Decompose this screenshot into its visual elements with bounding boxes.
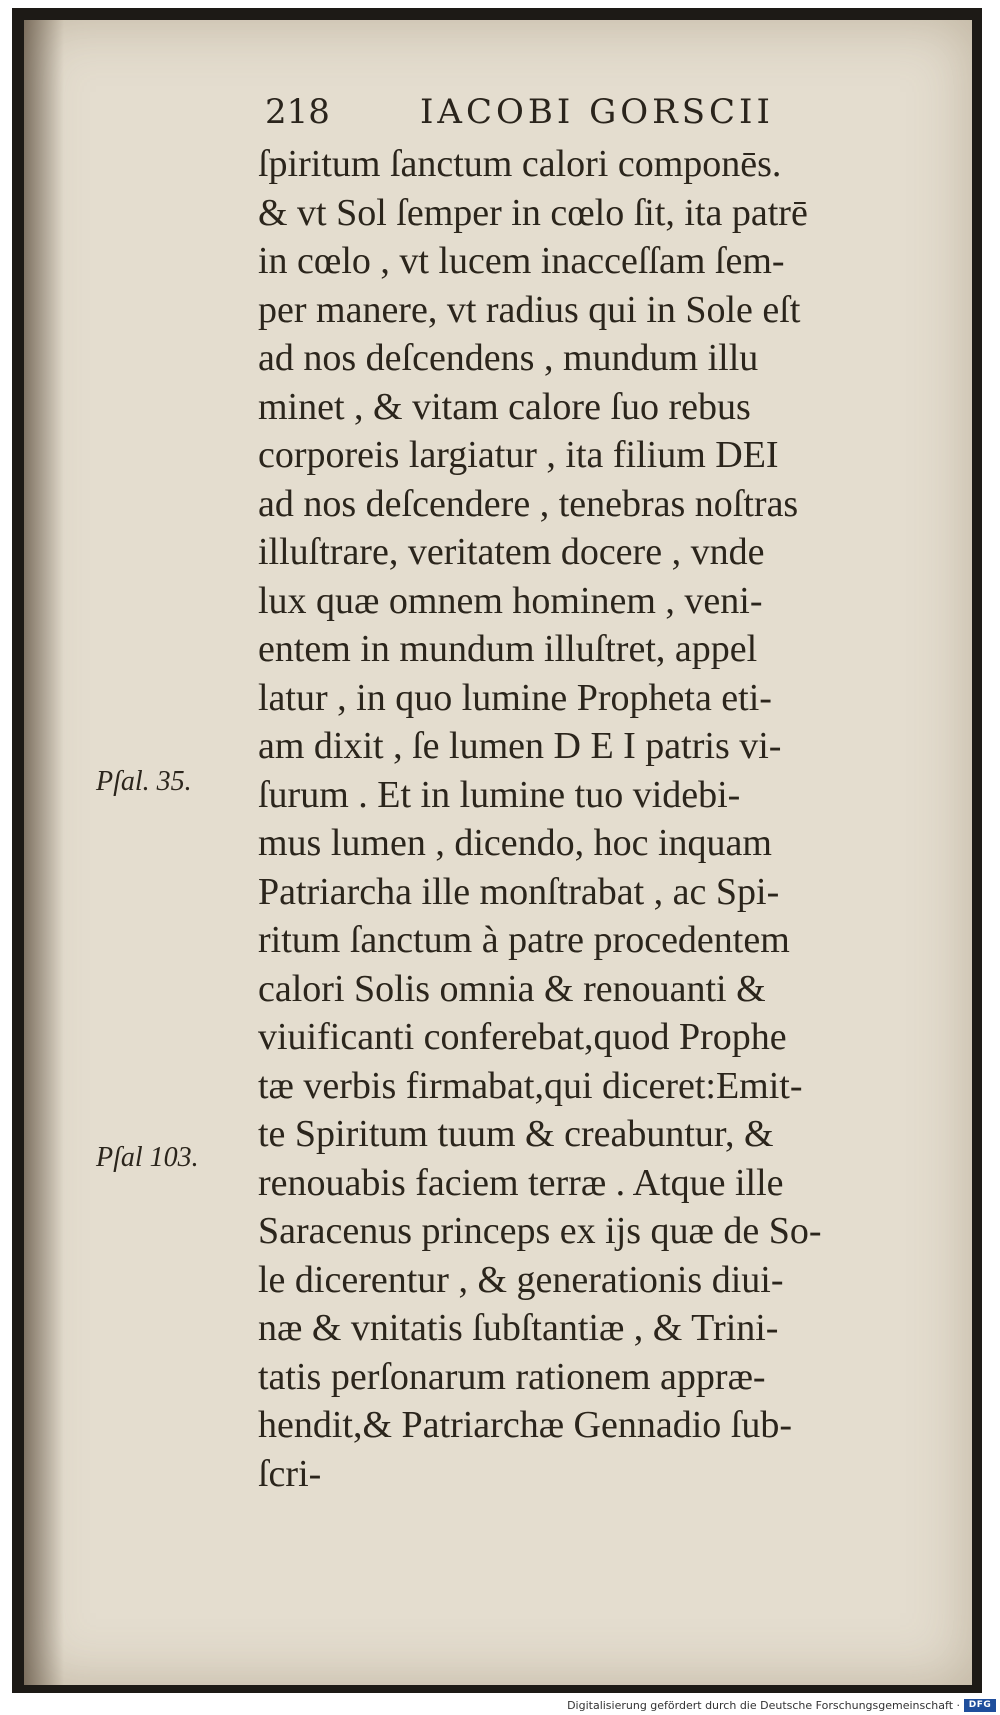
- text-line: næ & vnitatis ſubſtantiæ , & Trini-: [258, 1307, 779, 1349]
- text-line: corporeis largiatur , ita filium DEI: [258, 434, 779, 476]
- text-line: ſurum . Et in lumine tuo videbi-: [258, 773, 741, 816]
- text-line: ritum ſanctum à patre procedentem: [258, 919, 790, 961]
- text-line: ſpiritum ſanctum calori componēs.: [258, 143, 782, 185]
- text-line: hendit,& Patriarchæ Gennadio ſub-: [258, 1404, 792, 1446]
- spine-shadow: [24, 20, 64, 1685]
- body-text: [258, 140, 948, 1498]
- text-line: Patriarcha ille monſtrabat , ac Spi-: [258, 870, 780, 913]
- text-line: lux quæ omnem hominem , veni-: [258, 579, 763, 622]
- text-line: in cœlo , vt lucem inacceſſam ſem-: [258, 240, 785, 282]
- margin-note-psalm-103: Pſal 103.: [96, 1142, 199, 1173]
- text-line: Saracenus princeps ex ijs quæ de So-: [258, 1210, 822, 1252]
- dfg-logo-icon: DFG: [964, 1699, 996, 1712]
- text-line: viuificanti conferebat,quod Prophe: [258, 1016, 787, 1058]
- text-line: illuſtrare, veritatem docere , vnde: [258, 531, 765, 573]
- text-line: tatis perſonarum rationem appræ-: [258, 1355, 766, 1398]
- text-line: mus lumen , dicendo, hoc inquam: [258, 822, 772, 864]
- text-line: ad nos deſcendens , mundum illu: [258, 337, 759, 379]
- text-line: & vt Sol ſemper in cœlo ſit, ita patrē: [258, 191, 808, 234]
- digitization-credit: Digitalisierung gefördert durch die Deutsche Forschungsgemeinschaft ·: [567, 1699, 960, 1712]
- margin-note-psalm-35: Pſal. 35.: [96, 766, 192, 797]
- text-line: latur , in quo lumine Propheta eti-: [258, 676, 772, 719]
- text-line: ad nos deſcendere , tenebras noſtras: [258, 482, 799, 525]
- page-number: 218: [265, 92, 330, 132]
- text-line: am dixit , ſe lumen D E I patris vi-: [258, 725, 782, 767]
- text-line: per manere, vt radius qui in Sole eſt: [258, 288, 801, 331]
- page-header: [265, 88, 885, 136]
- text-line: entem in mundum illuſtret, appel: [258, 628, 758, 670]
- text-line: le dicerentur , & generationis diui-: [258, 1258, 784, 1301]
- text-line: ſcri-: [258, 1452, 322, 1495]
- text-line: calori Solis omnia & renouanti &: [258, 967, 766, 1010]
- text-line: minet , & vitam calore ſuo rebus: [258, 385, 751, 428]
- text-line: te Spiritum tuum & creabuntur, &: [258, 1113, 774, 1155]
- text-line: tæ verbis firmabat,qui diceret:Emit-: [258, 1064, 803, 1107]
- running-head: IACOBI GORSCII: [420, 92, 774, 132]
- text-line: renouabis faciem terræ . Atque ille: [258, 1161, 784, 1204]
